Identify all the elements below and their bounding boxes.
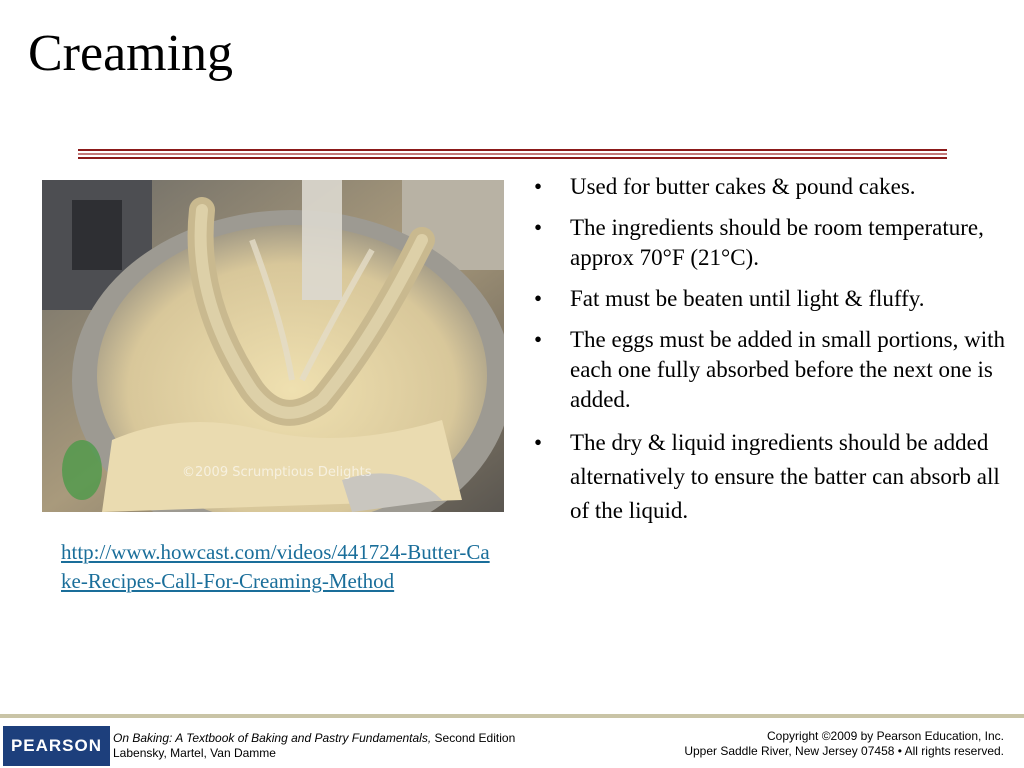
bullet-text: The dry & liquid ingredients should be added alternatively to ensure the batter can absorb all of the liquid. <box>570 430 1000 523</box>
book-citation <box>113 731 515 761</box>
book-title: On Baking: A Textbook of Baking and Pastry Fundamentals, <box>113 731 432 745</box>
howcast-video-link[interactable]: http://www.howcast.com/videos/441724-Butter-Cake-Recipes-Call-For-Creaming-Method <box>61 540 490 593</box>
list-item <box>528 172 1008 202</box>
copyright-notice <box>684 729 1004 759</box>
bullet-text: The eggs must be added in small portions, with each one fully absorbed before the next one is added. <box>570 327 1006 412</box>
pearson-logo: PEARSON <box>3 726 110 766</box>
bullet-dot: • <box>534 327 543 352</box>
mixer-bowl-photo <box>42 180 504 512</box>
book-authors: Labensky, Martel, Van Damme <box>113 746 276 760</box>
footer <box>0 714 1024 768</box>
list-item <box>528 325 1008 415</box>
publisher-address: Upper Saddle River, New Jersey 07458 • All rights reserved. <box>684 744 1004 758</box>
list-item <box>528 284 1008 314</box>
title-rule-bottom <box>78 157 947 159</box>
bullet-text: Used for butter cakes & pound cakes. <box>570 174 916 199</box>
copyright-line: Copyright ©2009 by Pearson Education, Inc. <box>767 729 1004 743</box>
title-rule-top <box>78 149 947 151</box>
bullet-list <box>528 172 1008 539</box>
bullet-dot: • <box>534 430 543 455</box>
bullet-text: The ingredients should be room temperature, approx 70°F (21°C). <box>570 215 984 270</box>
list-item <box>528 426 1008 528</box>
list-item <box>528 213 1008 273</box>
bullet-dot: • <box>534 215 543 240</box>
footer-divider <box>0 714 1024 718</box>
book-edition: Second Edition <box>431 731 516 745</box>
title-rule-middle <box>78 153 947 155</box>
photo-watermark: ©2009 Scrumptious Delights <box>182 465 372 480</box>
bullet-dot: • <box>534 174 543 199</box>
bullet-dot: • <box>534 286 543 311</box>
bullet-text: Fat must be beaten until light & fluffy. <box>570 286 925 311</box>
slide-title: Creaming <box>28 25 234 82</box>
